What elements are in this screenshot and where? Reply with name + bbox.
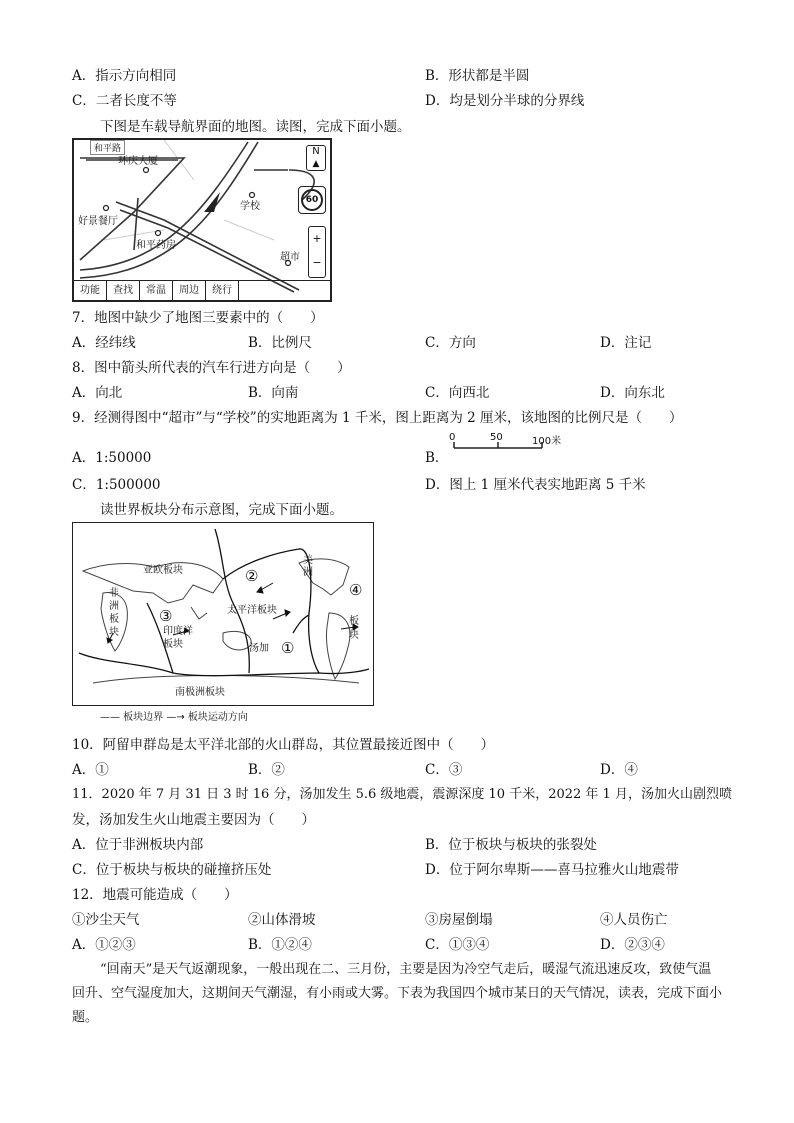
temperature-button[interactable]: 常温: [140, 281, 173, 301]
q10-stem: 10．阿留申群岛是太平洋北部的火山群岛，其位置最接近图中（ ）: [72, 737, 495, 753]
q9-stem: 9．经测得图中“超市”与“学校”的实地距离为 1 千米，图上距离为 2 厘米，该地图的比例尺是（ ）: [72, 410, 683, 426]
nearby-button[interactable]: 周边: [173, 281, 206, 301]
q7-option-d: D．注记: [600, 335, 652, 351]
q9-option-a: A．1:50000: [72, 450, 152, 466]
q12-item-4: ④人员伤亡: [600, 912, 668, 928]
label-plate: 板块: [349, 616, 359, 641]
q12-option-d: D．②③④: [600, 937, 665, 953]
plate-map-legend: —— 板块边界 —→ 板块运动方向: [100, 712, 248, 723]
q8-option-d: D．向东北: [600, 385, 665, 401]
q12-item-3: ③房屋倒塌: [425, 912, 493, 928]
option-a: A．指示方向相同: [72, 68, 177, 84]
mark-2: ②: [245, 567, 259, 585]
zoom-in-button[interactable]: +: [312, 232, 322, 245]
search-button[interactable]: 查找: [107, 281, 140, 301]
q8-option-a: A．向北: [72, 385, 123, 401]
plate-map: [72, 522, 374, 706]
q8-option-b: B．向南: [248, 385, 299, 401]
scale-bar: [446, 432, 586, 458]
label-african-plate: 非洲板块: [109, 588, 119, 638]
intro-plate-map: 读世界板块分布示意图，完成下面小题。: [100, 502, 343, 518]
q11-option-c: C．位于板块与板块的碰撞挤压处: [72, 862, 272, 878]
label-antarctic-plate: 南极洲板块: [175, 687, 225, 698]
mark-3: ③: [159, 607, 173, 625]
q10-option-d: D．④: [600, 762, 638, 778]
zoom-out-button[interactable]: −: [312, 256, 322, 269]
detour-button[interactable]: 绕行: [206, 281, 239, 301]
closing-paragraph: “回南天”是天气返潮现象，一般出现在二、三月份，主要是因为冷空气走后，暖湿气流迅速反攻，致使气温回升、空气湿度加大，这期间天气潮湿，有小雨或大雾。下表为我国四个城市某日的天气情况，读表，完成下面小题。: [72, 962, 723, 1025]
q11-option-d: D．位于阿尔卑斯——喜马拉雅火山地震带: [425, 862, 679, 878]
intro-nav-map: 下图是车载导航界面的地图。读图，完成下面小题。: [100, 119, 411, 135]
q8-stem: 8．图中箭头所代表的汽车行进方向是（ ）: [72, 360, 351, 376]
speed-sign: [298, 186, 326, 214]
q10-option-a: A．①: [72, 762, 109, 778]
q7-option-a: A．经纬线: [72, 335, 136, 351]
q11-stem-line1: 11．2020 年 7 月 31 日 3 时 16 分，汤加发生 5.6 级地震，震源深度 10 千米，2022 年 1 月，汤加火山剧烈喷: [72, 787, 732, 802]
north-label: N: [312, 146, 320, 157]
label-tonga: 汤加: [249, 643, 269, 654]
q12-option-c: C．①③④: [425, 937, 490, 953]
q7-option-c: C．方向: [425, 335, 476, 351]
place-restaurant: 好景餐厅: [78, 216, 118, 227]
road-label: 和平路: [90, 140, 125, 155]
label-americas: 美洲: [303, 555, 313, 578]
scale-tick-50: 50: [490, 432, 503, 443]
q9-option-d: D．图上 1 厘米代表实地距离 5 千米: [425, 477, 646, 493]
compass-icon[interactable]: N ▲: [306, 145, 326, 171]
option-b: B．形状都是半圆: [425, 68, 530, 84]
q8-option-c: C．向西北: [425, 385, 490, 401]
q11-option-b: B．位于板块与板块的张裂处: [425, 837, 597, 853]
q9-option-b: B．: [425, 450, 449, 466]
q11-stem-line2: 发，汤加发生火山地震主要因为（ ）: [72, 812, 315, 828]
option-d: D．均是划分半球的分界线: [425, 93, 585, 109]
mark-4: ④: [349, 581, 363, 599]
label-eurasian-plate: 亚欧板块: [143, 565, 183, 576]
function-button[interactable]: 功能: [74, 281, 107, 301]
q12-option-a: A．①②③: [72, 937, 136, 953]
q9-option-c: C．1:500000: [72, 477, 161, 493]
q7-stem: 7．地图中缺少了地图三要素中的（ ）: [72, 310, 324, 326]
place-supermarket: 超市: [280, 252, 300, 263]
place-huanqing: 环庆大厦: [118, 156, 158, 167]
scale-bar-drawing: [446, 432, 586, 458]
q12-stem: 12．地震可能造成（ ）: [72, 887, 238, 903]
q12-item-1: ①沙尘天气: [72, 912, 140, 928]
scale-tick-100: 100米: [532, 436, 562, 447]
q12-item-2: ②山体滑坡: [248, 912, 316, 928]
place-school: 学校: [240, 201, 260, 212]
q7-option-b: B．比例尺: [248, 335, 312, 351]
label-indian-plate: 印度洋板块: [163, 626, 193, 650]
scale-tick-0: 0: [449, 432, 456, 443]
zoom-control: [308, 226, 326, 278]
place-pharmacy: 和平药房: [136, 240, 176, 251]
speed-value: 60: [301, 189, 323, 211]
option-c: C．二者长度不等: [72, 93, 177, 109]
q10-option-b: B．②: [248, 762, 285, 778]
q11-option-a: A．位于非洲板块内部: [72, 837, 204, 853]
label-pacific-plate: 太平洋板块: [227, 605, 277, 616]
q10-option-c: C．③: [425, 762, 463, 778]
nav-map: [72, 138, 332, 302]
mark-1: ①: [281, 639, 295, 657]
nav-toolbar: [74, 280, 330, 301]
q12-option-b: B．①②④: [248, 937, 312, 953]
